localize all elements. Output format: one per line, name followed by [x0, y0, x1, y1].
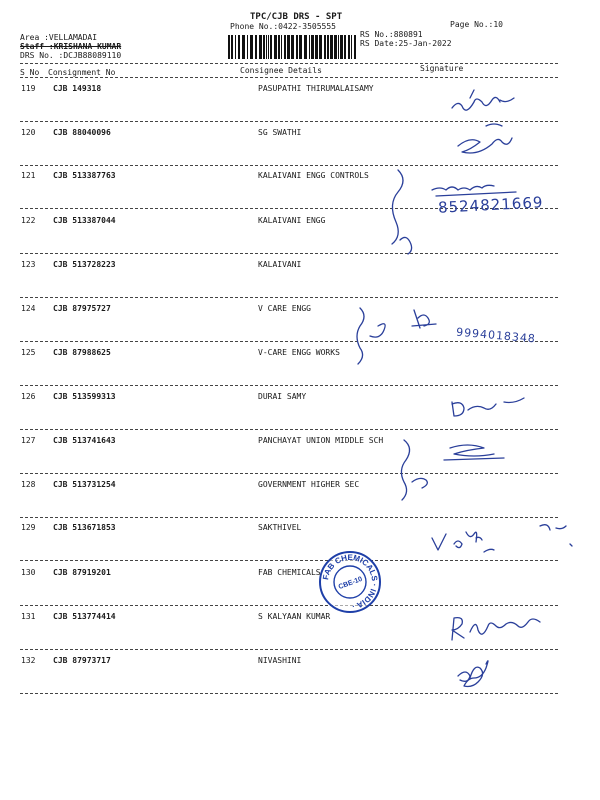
signature-127	[444, 445, 504, 460]
rs-date: RS Date:25-Jan-2022	[360, 39, 452, 48]
row-sno: 127	[21, 436, 36, 445]
row-consignment-no: CJB 149318	[53, 84, 102, 93]
bracket-127-128	[401, 440, 427, 500]
signature-119	[452, 90, 514, 110]
row-sno: 120	[21, 128, 36, 137]
row-sno: 126	[21, 392, 36, 401]
row-sno: 125	[21, 348, 36, 357]
row-consignment-no: CJB 513731254	[53, 480, 116, 489]
signature-124	[412, 310, 436, 328]
handwritten-phone-124: 9994018348	[455, 325, 537, 346]
row-consignment-no: CJB 513728223	[53, 260, 116, 269]
row-consignment-no: CJB 513599313	[53, 392, 116, 401]
col-header-consignment: Consignment No	[48, 68, 116, 77]
row-consignment-no: CJB 87973717	[53, 656, 111, 665]
row-consignment-no: CJB 87919201	[53, 568, 111, 577]
drs-number: DRS No. :DCJB88089110	[20, 51, 122, 60]
row-consignment-no: CJB 513387763	[53, 171, 116, 180]
row-sno: 128	[21, 480, 36, 489]
row-sno: 132	[21, 656, 36, 665]
page-number: Page No.:10	[450, 20, 503, 29]
row-consignee: PANCHAYAT UNION MIDDLE SCH	[258, 436, 384, 445]
col-header-signature: Signature	[420, 64, 464, 73]
col-header-sno: S No	[20, 68, 40, 77]
signature-120	[458, 124, 512, 153]
col-header-consignee: Consignee Details	[240, 66, 322, 75]
row-consignment-no: CJB 87988625	[53, 348, 111, 357]
staff-label: Staff :KRISHANA KUMAR	[20, 42, 122, 51]
signature-129	[432, 525, 572, 552]
row-consignee: PASUPATHI THIRUMALAISAMY	[258, 84, 374, 93]
row-consignee: FAB CHEMICALS	[258, 568, 321, 577]
row-sno: 122	[21, 216, 36, 225]
row-consignee: S KALYAAN KUMAR	[258, 612, 331, 621]
row-consignee: KALAIVANI ENGG	[258, 216, 326, 225]
row-consignment-no: CJB 513774414	[53, 612, 116, 621]
row-consignee: DURAI SAMY	[258, 392, 307, 401]
signature-131	[452, 618, 540, 640]
area-label: Area :VELLAMADAI	[20, 33, 98, 42]
signature-132	[458, 661, 488, 687]
row-consignee: GOVERNMENT HIGHER SEC	[258, 480, 360, 489]
row-consignment-no: CJB 87975727	[53, 304, 111, 313]
row-consignee: V-CARE ENGG WORKS	[258, 348, 340, 357]
row-consignee: V CARE ENGG	[258, 304, 311, 313]
handwritten-phone-121: 8524821669	[437, 193, 544, 217]
row-sno: 130	[21, 568, 36, 577]
row-sno: 129	[21, 523, 36, 532]
row-consignee: KALAIVANI ENGG CONTROLS	[258, 171, 369, 180]
stamp-ring-text: FAB CHEMICALS · INDIA ·	[321, 552, 380, 611]
row-consignment-no: CJB 88040096	[53, 128, 111, 137]
row-consignment-no: CJB 513387044	[53, 216, 116, 225]
bracket-121-123	[392, 170, 412, 254]
row-consignment-no: CJB 513741643	[53, 436, 116, 445]
rs-number: RS No.:880891	[360, 30, 423, 39]
row-consignee: NIVASHINI	[258, 656, 302, 665]
signature-126	[452, 398, 524, 416]
bracket-124-125	[357, 308, 385, 364]
row-sno: 119	[21, 84, 36, 93]
stamp-center-text: CBE-10	[337, 575, 364, 591]
row-sno: 124	[21, 304, 36, 313]
row-consignee: KALAIVANI	[258, 260, 302, 269]
document-title: TPC/CJB DRS - SPT	[250, 12, 343, 22]
row-sno: 131	[21, 612, 36, 621]
row-consignee: SAKTHIVEL	[258, 523, 302, 532]
row-sno: 121	[21, 171, 36, 180]
phone-number: Phone No.:0422-3505555	[230, 22, 336, 31]
fab-chemicals-stamp	[318, 550, 382, 614]
row-consignment-no: CJB 513671853	[53, 523, 116, 532]
row-sno: 123	[21, 260, 36, 269]
row-consignee: SG SWATHI	[258, 128, 302, 137]
